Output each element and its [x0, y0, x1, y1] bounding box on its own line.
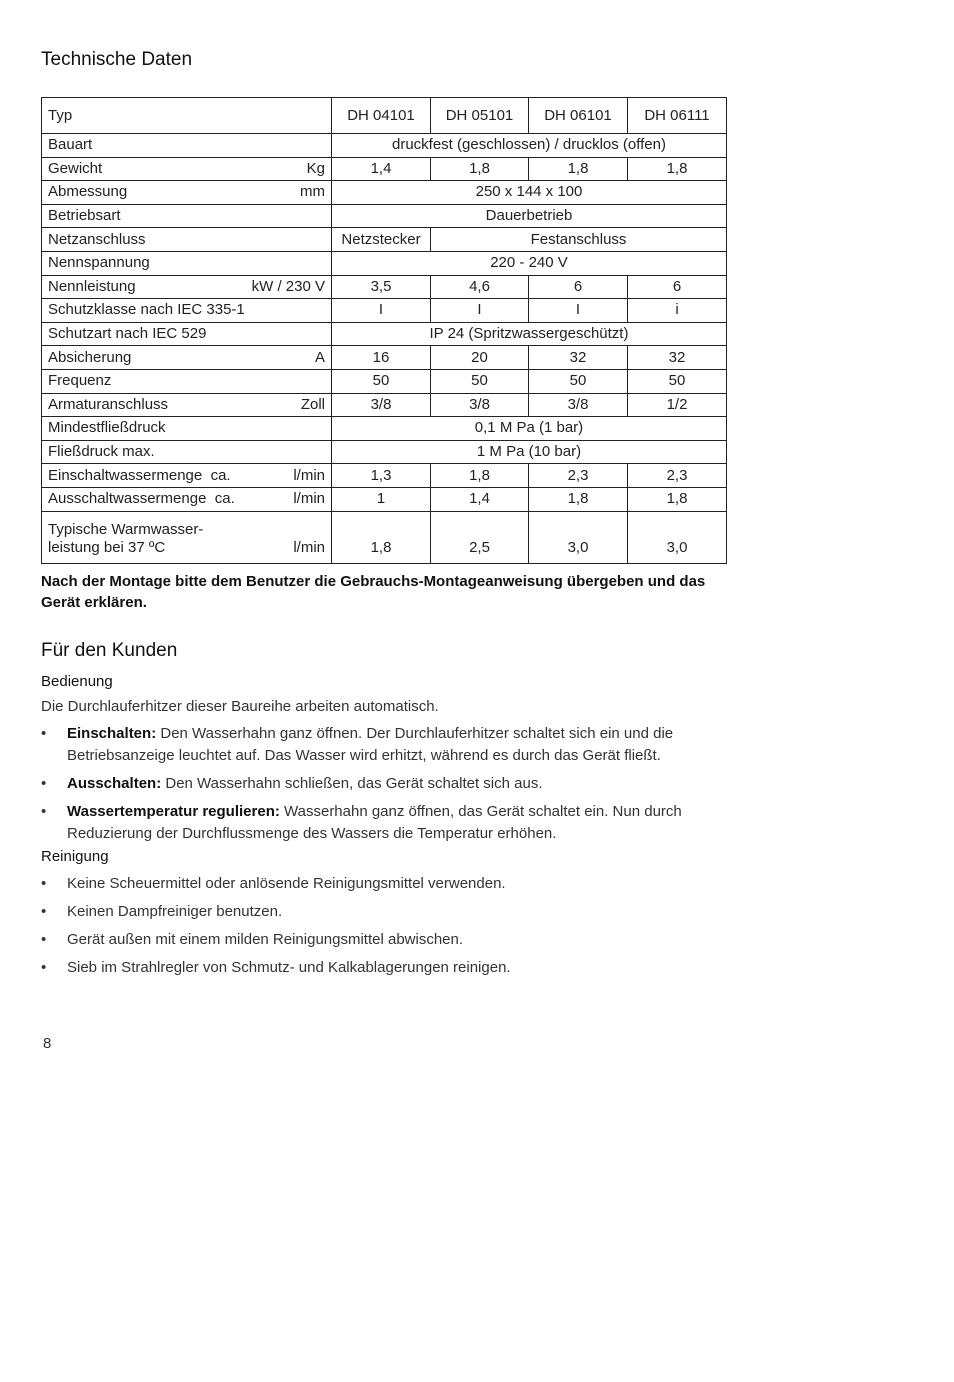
- row-value: Netzstecker: [332, 228, 431, 252]
- table-row: [42, 134, 727, 158]
- table-row: [42, 393, 727, 417]
- table-row: [42, 157, 727, 181]
- row-value: 1,8: [529, 487, 628, 511]
- table-row: [42, 464, 727, 488]
- row-value: 3/8: [332, 393, 431, 417]
- row-value: 3/8: [431, 393, 529, 417]
- row-value: 220 - 240 V: [332, 251, 727, 275]
- list-item: • Wassertemperatur regulieren: Wasserhahn ganz öffnen, das Gerät schaltet ein. Nun durch Reduzierung der Durchflussmenge des Wassers die Temperatur erhöhen.: [41, 803, 682, 842]
- row-value: 16: [332, 346, 431, 370]
- row-unit: l/min: [293, 538, 325, 556]
- row-value: 50: [529, 369, 628, 393]
- row-value: 2,3: [529, 464, 628, 488]
- table-row: [42, 181, 727, 205]
- row-value: 1,8: [431, 464, 529, 488]
- row-label: Nennleistung kW / 230 V: [42, 275, 332, 299]
- row-unit: kW / 230 V: [251, 277, 325, 295]
- spec-table: [41, 97, 727, 564]
- bullet-icon: •: [41, 803, 47, 820]
- list-item: • Ausschalten: Den Wasserhahn schließen, das Gerät schaltet sich aus.: [41, 773, 731, 795]
- row-label: Betriebsart: [42, 204, 332, 228]
- row-value: I: [529, 299, 628, 323]
- row-value: 2,3: [628, 464, 727, 488]
- row-value: 6: [529, 275, 628, 299]
- row-value: 50: [332, 369, 431, 393]
- row-unit: Kg: [306, 159, 325, 177]
- header-model: DH 04101: [332, 98, 431, 134]
- row-value: 2,5: [431, 511, 529, 563]
- table-row: [42, 346, 727, 370]
- row-unit: l/min: [293, 466, 325, 484]
- row-value: 1,4: [332, 157, 431, 181]
- row-value: druckfest (geschlossen) / drucklos (offen): [332, 134, 727, 158]
- table-row: [42, 369, 727, 393]
- table-row: [42, 487, 727, 511]
- row-value: 1,8: [628, 157, 727, 181]
- row-value: 1 M Pa (10 bar): [332, 440, 727, 464]
- list-item: • Keinen Dampfreiniger benutzen.: [41, 901, 731, 923]
- section-title: Für den Kunden: [41, 640, 178, 661]
- row-label: Ausschaltwassermenge ca. l/min: [42, 487, 332, 511]
- row-value: 1,8: [332, 511, 431, 563]
- row-label: Netzanschluss: [42, 228, 332, 252]
- bullet-icon: •: [41, 875, 47, 892]
- row-value: Dauerbetrieb: [332, 204, 727, 228]
- list-item: • Keine Scheuermittel oder anlösende Reinigungsmittel verwenden.: [41, 873, 731, 895]
- list-item: • Einschalten: Den Wasserhahn ganz öffnen. Der Durchlauferhitzer schaltet sich ein und die Betriebsanzeige leuchtet auf. Das Wasser wird erhitzt, während es durch das Gerät fließt.: [41, 725, 674, 764]
- row-value: 1,8: [628, 487, 727, 511]
- table-row: [42, 275, 727, 299]
- table-row: [42, 440, 727, 464]
- table-row: [42, 417, 727, 441]
- row-label: Typische Warmwasser- leistung bei 37 ºC l/min: [42, 511, 332, 563]
- row-value: 1,3: [332, 464, 431, 488]
- row-unit: mm: [300, 183, 325, 201]
- row-label: Mindestfließdruck: [42, 417, 332, 441]
- row-label: Nennspannung: [42, 251, 332, 275]
- header-label: Typ: [42, 98, 332, 134]
- row-value: 6: [628, 275, 727, 299]
- row-value: IP 24 (Spritzwassergeschützt): [332, 322, 727, 346]
- installation-note: Nach der Montage bitte dem Benutzer die Gebrauchs-Montageanweisung übergeben und das Gerät erklären.: [41, 573, 706, 611]
- table-row: [42, 322, 727, 346]
- page-number: 8: [43, 1035, 52, 1052]
- row-value: 4,6: [431, 275, 529, 299]
- row-label: Abmessung mm: [42, 181, 332, 205]
- row-unit: l/min: [293, 490, 325, 508]
- table-row: [42, 204, 727, 228]
- row-value: 3,5: [332, 275, 431, 299]
- bullet-icon: •: [41, 959, 47, 976]
- bullet-icon: •: [41, 775, 47, 792]
- row-value: Festanschluss: [431, 228, 727, 252]
- row-label: Frequenz: [42, 369, 332, 393]
- row-value: 3,0: [529, 511, 628, 563]
- row-value: 32: [529, 346, 628, 370]
- row-value: 0,1 M Pa (1 bar): [332, 417, 727, 441]
- row-value: 3/8: [529, 393, 628, 417]
- row-label: Schutzklasse nach IEC 335-1: [42, 299, 332, 323]
- list-item: • Gerät außen mit einem milden Reinigungsmittel abwischen.: [41, 929, 731, 951]
- row-value: 1,8: [431, 157, 529, 181]
- row-unit: Zoll: [300, 395, 325, 413]
- row-label: Fließdruck max.: [42, 440, 332, 464]
- bullet-icon: •: [41, 725, 47, 742]
- row-label: Gewicht Kg: [42, 157, 332, 181]
- row-value: 1,8: [529, 157, 628, 181]
- table-row: [42, 228, 727, 252]
- row-value: I: [431, 299, 529, 323]
- reinigung-list: [41, 873, 731, 979]
- table-row: [42, 511, 727, 563]
- intro-text: Die Durchlauferhitzer dieser Baureihe arbeiten automatisch.: [41, 698, 439, 715]
- row-value: I: [332, 299, 431, 323]
- row-unit: A: [314, 348, 325, 366]
- row-value: 250 x 144 x 100: [332, 181, 727, 205]
- row-label: Schutzart nach IEC 529: [42, 322, 332, 346]
- bullet-icon: •: [41, 903, 47, 920]
- table-header-row: [42, 98, 727, 134]
- row-label: Einschaltwassermenge ca. l/min: [42, 464, 332, 488]
- row-value: 1,4: [431, 487, 529, 511]
- reinigung-heading: Reinigung: [41, 848, 109, 865]
- row-value: 3,0: [628, 511, 727, 563]
- bullet-icon: •: [41, 931, 47, 948]
- row-label: Bauart: [42, 134, 332, 158]
- row-value: 20: [431, 346, 529, 370]
- row-value: 1: [332, 487, 431, 511]
- header-model: DH 06101: [529, 98, 628, 134]
- bedienung-heading: Bedienung: [41, 673, 113, 690]
- row-label: Absicherung A: [42, 346, 332, 370]
- row-label: Armaturanschluss Zoll: [42, 393, 332, 417]
- bedienung-list: [41, 723, 731, 845]
- table-row: [42, 299, 727, 323]
- header-model: DH 05101: [431, 98, 529, 134]
- header-model: DH 06111: [628, 98, 727, 134]
- row-value: 50: [628, 369, 727, 393]
- page-title: Technische Daten: [41, 49, 193, 70]
- row-value: 1/2: [628, 393, 727, 417]
- row-value: 32: [628, 346, 727, 370]
- list-item: • Sieb im Strahlregler von Schmutz- und Kalkablagerungen reinigen.: [41, 957, 731, 979]
- row-value: i: [628, 299, 727, 323]
- row-value: 50: [431, 369, 529, 393]
- table-row: [42, 251, 727, 275]
